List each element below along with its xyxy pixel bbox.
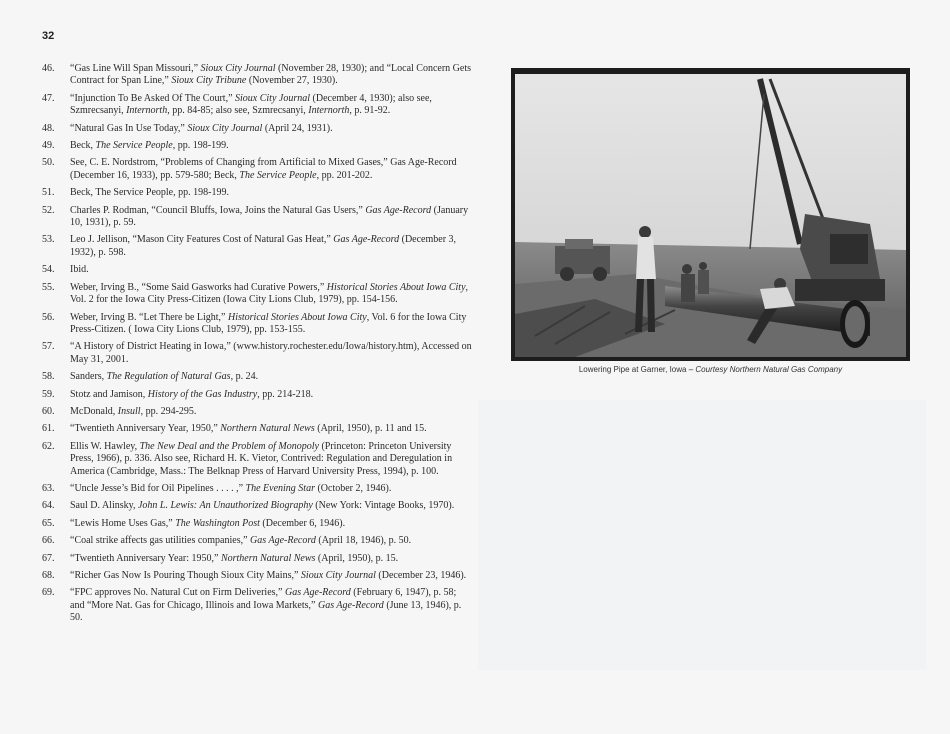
endnote-item xyxy=(42,553,472,565)
endnote-number: 47. xyxy=(42,92,55,104)
endnote-number: 61. xyxy=(42,423,55,435)
endnote-number: 50. xyxy=(42,157,55,169)
endnote-text xyxy=(70,553,472,565)
endnote-text xyxy=(70,205,472,230)
endnote-text xyxy=(70,282,472,307)
endnote-text-segment: Weber, Irving B. “Let There be Light,” xyxy=(70,311,228,323)
endnote-text xyxy=(70,423,472,435)
endnote-text-segment: Saul D. Alinsky, xyxy=(70,500,138,512)
endnote-number: 69. xyxy=(42,587,55,599)
endnote-text-segment: “FPC approves No. Natural Cut on Firm Deliveries,” xyxy=(70,587,285,599)
endnote-text xyxy=(70,570,472,582)
endnote-text-segment: Sanders, xyxy=(70,371,107,383)
page-number: 32 xyxy=(42,30,55,42)
endnote-text xyxy=(70,406,472,418)
endnote-title-italic: Northern Natural News xyxy=(220,423,315,435)
endnote-text-segment: , pp. 84-85; also see, Szmrecsanyi, xyxy=(167,105,309,117)
endnote-title-italic: Internorth xyxy=(126,105,168,117)
endnote-text-segment: Weber, Irving B., “Some Said Gasworks had Curative Powers,” xyxy=(70,281,327,293)
endnote-text-segment: “Twentieth Anniversary Year, 1950,” xyxy=(70,423,221,435)
endnote-text-segment: “Coal strike affects gas utilities companies,” xyxy=(70,535,251,547)
endnote-text-segment: (June 13, 1946), p. 50. xyxy=(70,599,462,624)
endnote-text-segment: (January 10, 1931), p. 59. xyxy=(70,204,469,229)
endnote-number: 65. xyxy=(42,517,55,529)
endnote-item xyxy=(42,570,472,582)
endnote-item xyxy=(42,441,472,478)
endnote-text-segment: “Uncle Jesse’s Bid for Oil Pipelines . . . . ,” xyxy=(70,482,246,494)
endnote-item xyxy=(42,518,472,530)
endnote-text-segment: , Vol. 2 for the Iowa City Press-Citizen (Iowa City Lions Club, 1979), pp. 154-156. xyxy=(70,281,469,306)
endnote-number: 49. xyxy=(42,140,55,152)
endnote-text-segment: See, C. E. Nordstrom, “Problems of Changing from Artificial to Mixed Gases,” Gas Age-Record (December 16, 1933), pp. 579-580; Beck, xyxy=(70,157,457,181)
endnote-title-italic: Gas Age-Record xyxy=(250,535,316,547)
endnote-text-segment: (November 28, 1930); and “Local Concern Gets Contract for Span Line,” xyxy=(70,63,472,87)
endnote-text xyxy=(70,234,472,259)
endnote-text xyxy=(70,264,472,276)
endnote-item xyxy=(42,535,472,547)
endnote-number: 58. xyxy=(42,371,55,383)
endnote-title-italic: Sioux City Journal xyxy=(300,570,376,581)
pipe-lowering-photo xyxy=(515,74,906,357)
endnote-text-segment: Ellis W. Hawley, xyxy=(70,440,140,452)
endnote-number: 68. xyxy=(42,570,55,581)
caption-text: Lowering Pipe at Garner, Iowa xyxy=(578,365,687,374)
endnote-text-segment: (December 23, 1946). xyxy=(375,570,467,581)
endnote-title-italic: Internorth xyxy=(308,105,350,117)
endnote-text-segment: (Princeton: Princeton University Press, 1966), p. 336. Also see, Richard H. K. Vietor, Contrived: Regulation and Deregulation in America (Cambridge, Mass.: The Belknap Press of Harvard University Press, 1994), p. 100. xyxy=(70,440,453,477)
endnote-text xyxy=(70,389,472,401)
endnote-item xyxy=(42,93,472,118)
endnote-title-italic: The Service People xyxy=(95,140,173,152)
endnote-item xyxy=(42,264,472,276)
endnote-text-segment: (April 18, 1946), p. 50. xyxy=(315,535,412,547)
endnote-text-segment: (April, 1950), p. 11 and 15. xyxy=(314,423,427,435)
endnote-text-segment: “Richer Gas Now Is Pouring Though Sioux City Mains,” xyxy=(70,570,301,581)
endnote-item xyxy=(42,587,472,624)
endnote-title-italic: The Service People xyxy=(239,169,317,181)
endnote-text-segment: (December 3, 1932), p. 598. xyxy=(70,234,457,258)
endnote-text-segment: (February 6, 1947), p. 58; and “More Nat. Gas for Chicago, Illinois and Iowa Markets,” xyxy=(70,587,457,611)
endnote-text-segment: (December 4, 1930); also see, Szmrecsanyi, xyxy=(70,92,432,117)
endnote-title-italic: History of the Gas Industry xyxy=(147,388,258,400)
endnote-text xyxy=(70,312,472,337)
endnote-title-italic: The Evening Star xyxy=(245,482,315,494)
endnote-text-segment: , Vol. 6 for the Iowa City Press-Citizen. ( Iowa City Lions Club, 1979), pp. 153-155. xyxy=(70,311,467,335)
endnote-title-italic: Sioux City Journal xyxy=(200,63,276,74)
endnote-text-segment: (November 27, 1930). xyxy=(246,75,338,87)
endnote-text-segment: “Lewis Home Uses Gas,” xyxy=(70,517,176,529)
endnote-item xyxy=(42,406,472,418)
endnote-text-segment: , pp. 201-202. xyxy=(316,169,373,181)
endnote-number: 53. xyxy=(42,234,55,246)
endnote-item xyxy=(42,341,472,366)
endnote-text xyxy=(70,518,472,530)
endnote-title-italic: John L. Lewis: An Unauthorized Biography xyxy=(137,500,313,512)
endnote-title-italic: Gas Age-Record xyxy=(317,599,384,611)
endnote-text-segment: , pp. 294-295. xyxy=(140,405,197,417)
endnote-number: 57. xyxy=(42,341,55,353)
endnote-number: 48. xyxy=(42,122,55,134)
endnote-text-segment: (April, 1950), p. 15. xyxy=(315,552,399,564)
endnote-text-segment: , p. 91-92. xyxy=(349,105,391,117)
endnote-text xyxy=(70,187,472,199)
endnote-text-segment: , pp. 214-218. xyxy=(257,388,314,400)
endnote-item xyxy=(42,123,472,135)
endnote-text-segment: “Gas Line Will Span Missouri,” xyxy=(70,63,201,74)
endnote-title-italic: The Washington Post xyxy=(175,517,260,529)
endnote-title-italic: Historical Stories About Iowa City xyxy=(228,311,367,323)
endnote-title-italic: Insull xyxy=(117,405,141,417)
endnote-item xyxy=(42,483,472,495)
endnote-item xyxy=(42,187,472,199)
endnote-number: 67. xyxy=(42,552,55,564)
endnote-item xyxy=(42,500,472,512)
endnote-item xyxy=(42,234,472,259)
endnote-text-segment: (October 2, 1946). xyxy=(314,482,392,494)
endnote-text xyxy=(70,587,472,624)
endnote-text-segment: “A History of District Heating in Iowa,” (www.history.rochester.edu/Iowa/history.htm), Accessed on May 31, 2001. xyxy=(70,341,472,365)
endnote-item xyxy=(42,63,472,88)
endnotes-list xyxy=(42,63,472,630)
endnote-number: 54. xyxy=(42,264,55,276)
endnote-text xyxy=(70,140,472,152)
endnote-text-segment: Leo J. Jellison, “Mason City Features Cost of Natural Gas Heat,” xyxy=(70,234,334,246)
endnote-text-segment: Ibid. xyxy=(70,264,89,276)
endnote-text-segment: , pp. 198-199. xyxy=(172,140,229,152)
endnote-text xyxy=(70,123,472,135)
endnote-text-segment: “Natural Gas In Use Today,” xyxy=(70,122,188,134)
endnote-item xyxy=(42,389,472,401)
endnote-text xyxy=(70,341,472,366)
endnote-item xyxy=(42,157,472,182)
endnote-text-segment: Beck, The Service People, pp. 198-199. xyxy=(70,187,229,199)
endnote-text xyxy=(70,483,472,495)
endnote-number: 66. xyxy=(42,535,55,547)
endnote-title-italic: Gas Age-Record xyxy=(365,204,432,216)
endnote-text-segment: , p. 24. xyxy=(230,371,259,383)
endnote-text-segment: McDonald, xyxy=(70,405,118,417)
endnote-title-italic: Sioux City Journal xyxy=(235,92,311,104)
endnote-number: 56. xyxy=(42,311,55,323)
endnote-text xyxy=(70,500,472,512)
endnote-title-italic: The Regulation of Natural Gas xyxy=(106,371,231,383)
endnote-number: 62. xyxy=(42,440,55,452)
endnote-text xyxy=(70,441,472,478)
photo-caption xyxy=(511,365,910,374)
endnote-title-italic: The New Deal and the Problem of Monopoly xyxy=(139,440,319,452)
endnote-title-italic: Historical Stories About Iowa City xyxy=(326,281,466,293)
endnote-item xyxy=(42,312,472,337)
endnote-text-segment: Stotz and Jamison, xyxy=(70,388,148,400)
endnote-item xyxy=(42,205,472,230)
endnote-item xyxy=(42,282,472,307)
endnote-text xyxy=(70,63,472,88)
endnote-title-italic: Sioux City Tribune xyxy=(171,75,247,87)
endnote-text-segment: (April 24, 1931). xyxy=(262,122,333,134)
endnote-number: 55. xyxy=(42,281,55,293)
endnote-text xyxy=(70,93,472,118)
endnote-number: 51. xyxy=(42,187,55,199)
endnote-text xyxy=(70,535,472,547)
endnote-number: 64. xyxy=(42,500,55,512)
endnote-item xyxy=(42,423,472,435)
photo-frame xyxy=(511,68,910,361)
endnote-title-italic: Gas Age-Record xyxy=(333,234,400,246)
endnote-number: 52. xyxy=(42,204,55,216)
endnote-title-italic: Gas Age-Record xyxy=(284,587,351,599)
endnote-number: 46. xyxy=(42,63,55,74)
endnote-title-italic: Northern Natural News xyxy=(220,552,316,564)
endnote-number: 63. xyxy=(42,482,55,494)
endnote-text-segment: Charles P. Rodman, “Council Bluffs, Iowa, Joins the Natural Gas Users,” xyxy=(70,204,366,216)
endnote-item xyxy=(42,371,472,383)
endnote-item xyxy=(42,140,472,152)
endnote-title-italic: Sioux City Journal xyxy=(187,122,263,134)
endnote-text-segment: (New York: Vintage Books, 1970). xyxy=(312,500,455,512)
endnote-text-segment: “Twentieth Anniversary Year: 1950,” xyxy=(70,552,221,564)
endnote-number: 59. xyxy=(42,388,55,400)
endnote-text-segment: (December 6, 1946). xyxy=(259,517,346,529)
caption-credit: – Courtesy Northern Natural Gas Company xyxy=(688,365,843,374)
faint-background-panel xyxy=(478,400,926,670)
endnote-number: 60. xyxy=(42,405,55,417)
endnote-text-segment: Beck, xyxy=(70,140,96,152)
endnote-text-segment: “Injunction To Be Asked Of The Court,” xyxy=(70,92,236,104)
endnote-text xyxy=(70,371,472,383)
endnote-text xyxy=(70,157,472,182)
